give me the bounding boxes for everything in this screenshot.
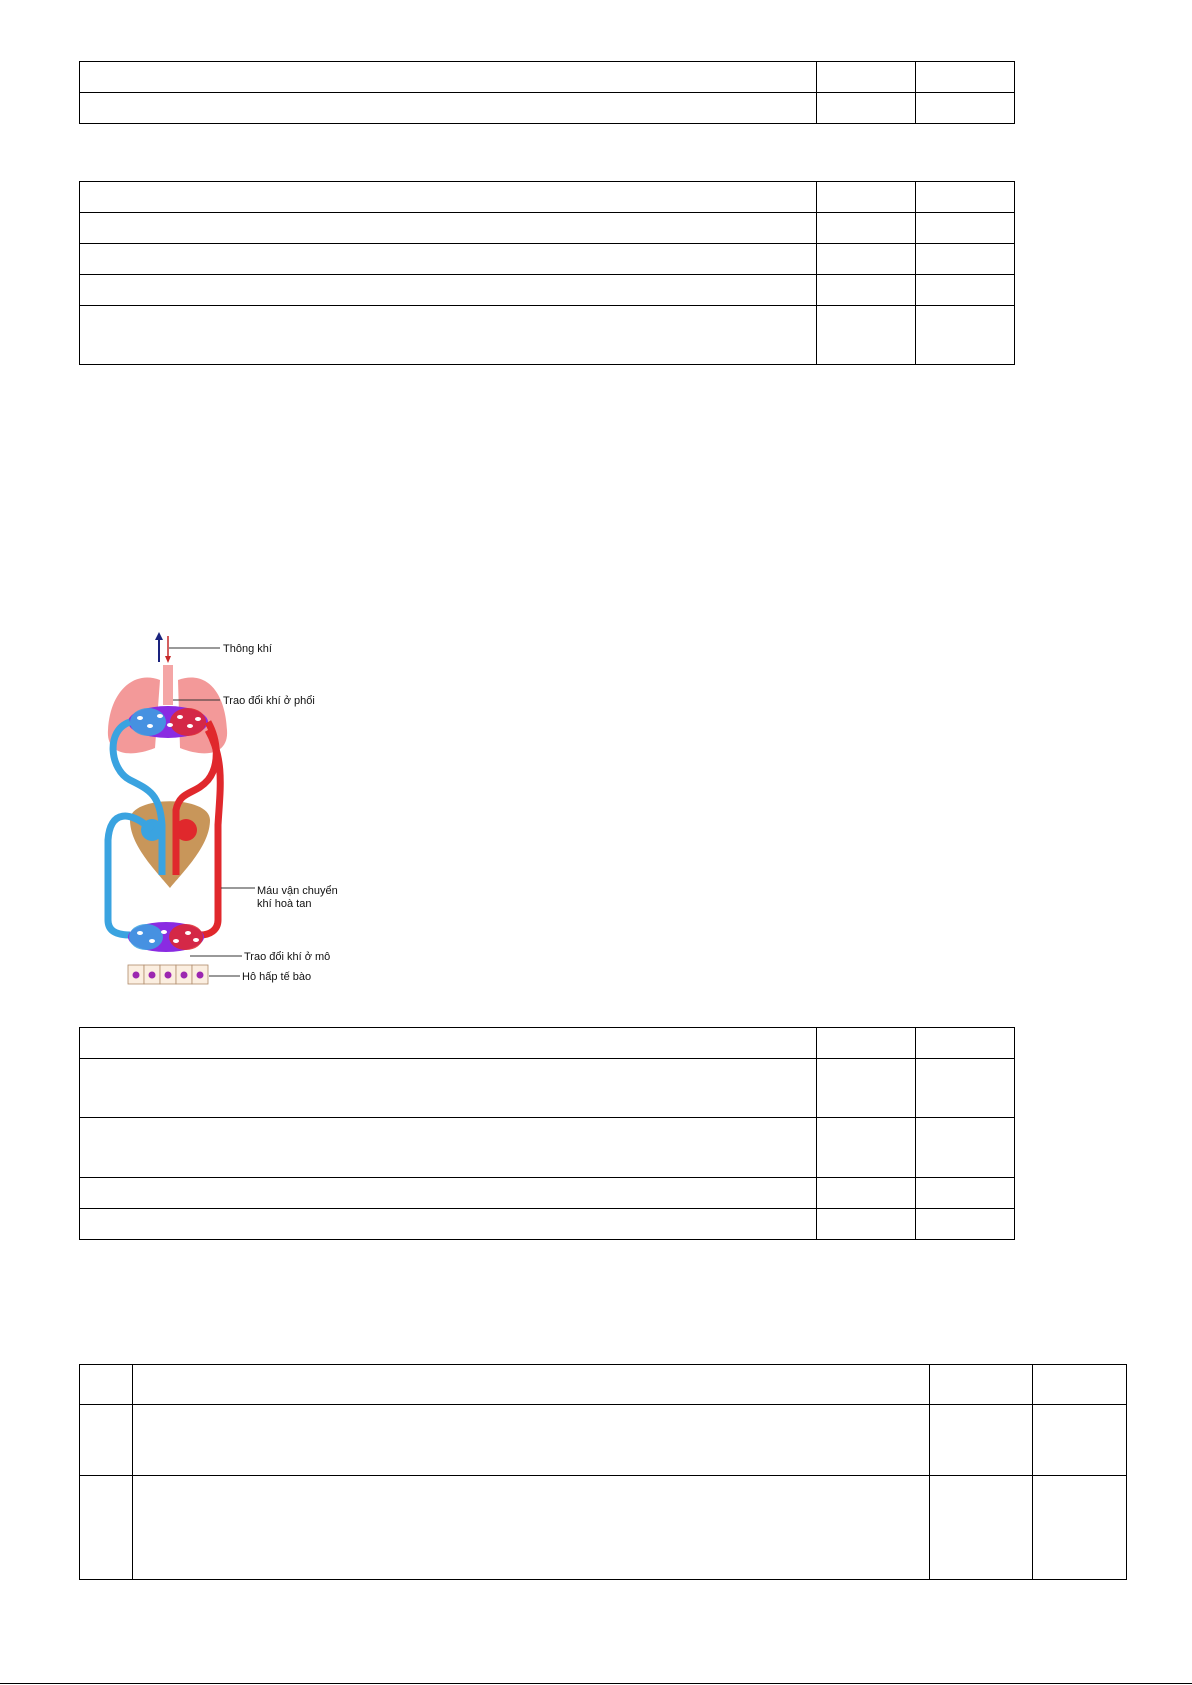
table-row bbox=[80, 1209, 1015, 1240]
table-row bbox=[80, 244, 1015, 275]
table-row bbox=[80, 182, 1015, 213]
table-row bbox=[80, 93, 1015, 124]
heart bbox=[130, 801, 210, 888]
table-row bbox=[80, 1178, 1015, 1209]
label-blood-transport-1: Máu vận chuyển bbox=[257, 885, 338, 897]
label-tissue-exchange: Trao đổi khí ở mô bbox=[244, 951, 331, 963]
body-cells bbox=[128, 965, 208, 984]
label-ventilation: Thông khí bbox=[223, 643, 272, 655]
label-cell-respiration: Hô hấp tế bào bbox=[242, 971, 312, 983]
page-footer-rule bbox=[0, 1683, 1192, 1684]
table-row bbox=[80, 275, 1015, 306]
exhale-arrowhead bbox=[155, 632, 163, 640]
answer-table-1 bbox=[79, 61, 1015, 124]
table-row bbox=[80, 62, 1015, 93]
table-row bbox=[80, 306, 1015, 365]
gas-exchange-diagram bbox=[90, 630, 350, 990]
trachea bbox=[163, 665, 173, 705]
table-row bbox=[80, 1476, 1127, 1580]
table-row bbox=[80, 1028, 1015, 1059]
answer-table-2 bbox=[79, 181, 1015, 365]
table-row bbox=[80, 1118, 1015, 1178]
table-row bbox=[80, 1059, 1015, 1118]
label-blood-transport-2: khí hoà tan bbox=[257, 898, 312, 910]
table-row bbox=[80, 213, 1015, 244]
answer-table-4 bbox=[79, 1364, 1127, 1580]
answer-table-3 bbox=[79, 1027, 1015, 1240]
table-row bbox=[80, 1405, 1127, 1476]
inhale-arrowhead bbox=[165, 656, 171, 663]
table-row bbox=[80, 1365, 1127, 1405]
label-lung-exchange: Trao đổi khí ở phổi bbox=[223, 695, 315, 707]
